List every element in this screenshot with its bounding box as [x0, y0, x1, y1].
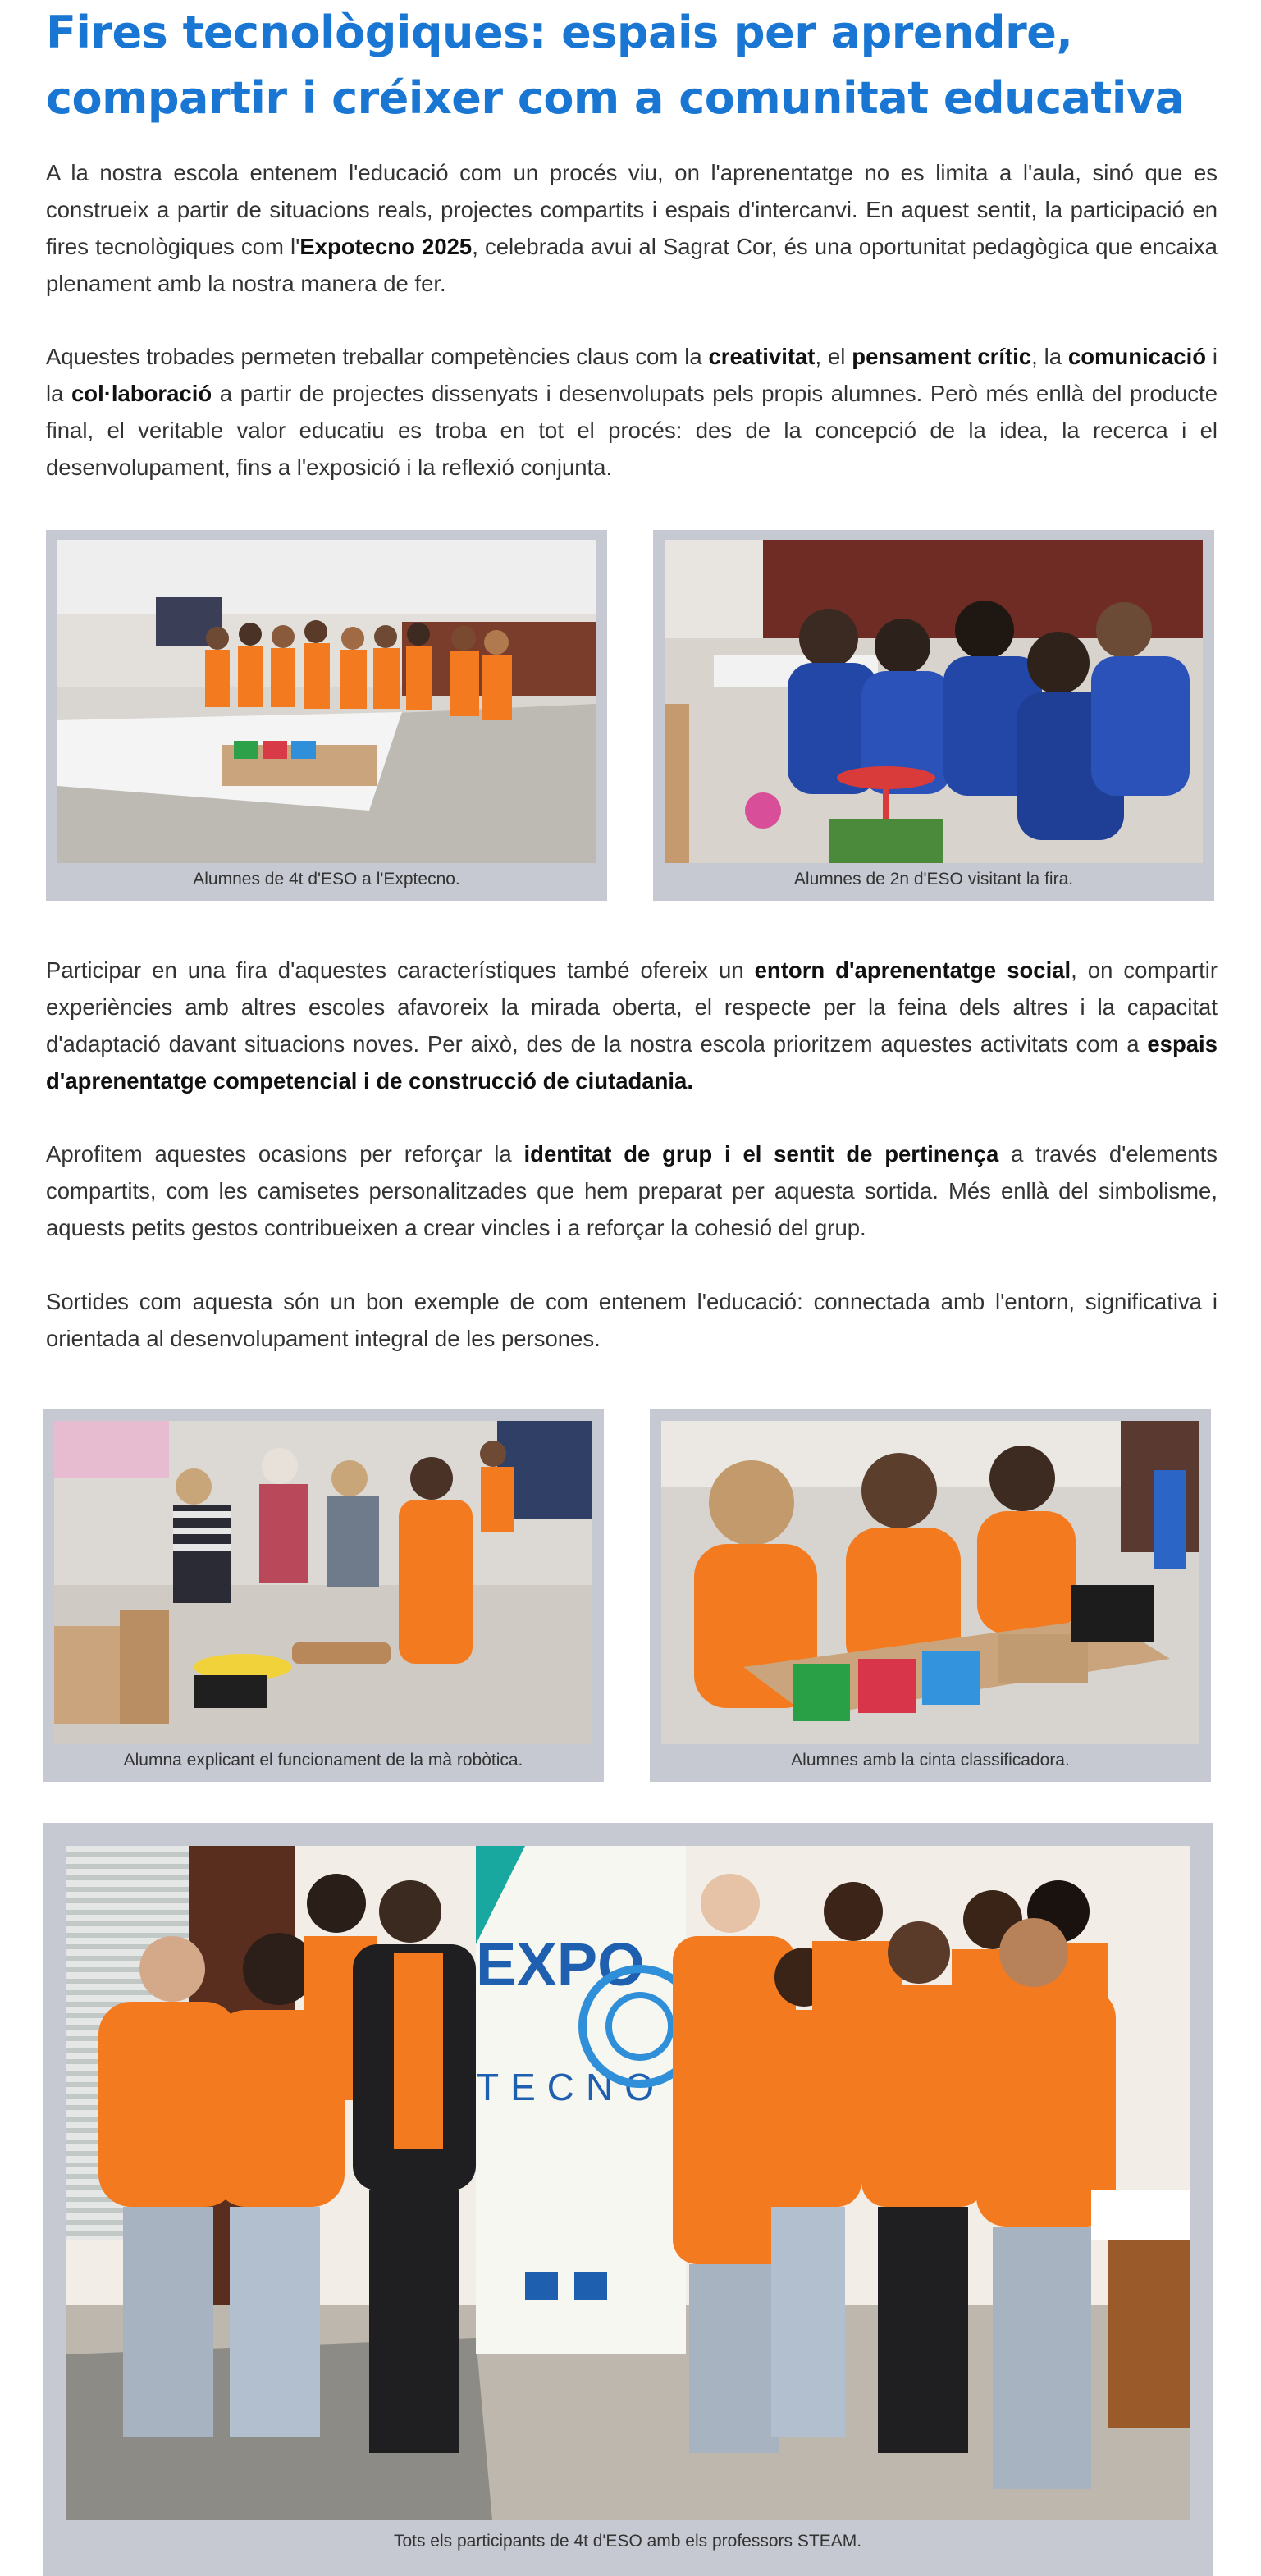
- photo-frame-4: [650, 1409, 1211, 1782]
- paragraph-intro: [46, 154, 1218, 302]
- caption-photo-3: Alumna explicant el funcionament de la mà robòtica.: [123, 1751, 523, 1770]
- caption-photo-2: Alumnes de 2n d'ESO visitant la fira.: [793, 870, 1074, 888]
- article-title: [46, 0, 1227, 131]
- photo-frame-2: [653, 530, 1214, 901]
- paragraph-competencies: [46, 338, 1218, 486]
- caption-photo-4: Alumnes amb la cinta classificadora.: [791, 1751, 1070, 1770]
- banner-tecno-text: TECNO: [476, 2066, 665, 2108]
- p1-bold-expotecno: Expotecno 2025: [299, 234, 473, 259]
- p2-text-e: i la: [46, 344, 1218, 406]
- p4-text-c: a través d'elements compartits, com les camisetes personalitzades que hem preparat per aquesta sortida. Més enllà del simbolisme, aquests petits gestos contribueixen a crear vincles i a reforçar la cohesió del grup.: [46, 1141, 1218, 1240]
- p1-text-c: , celebrada avui al Sagrat Cor, és una oportunitat pedagògica que encaixa plenament amb la nostra manera de fer.: [46, 234, 1218, 296]
- p1-text-a: A la nostra escola entenem l'educació com un procés viu, on l'aprenentatge no es limita a l'aula, sinó que es construeix a partir de situacions reals, projectes compartits i espais d'intercanvi. En aquest sentit, la participació en fires tecnològiques com l': [46, 160, 1218, 259]
- photo-sorting-belt: [661, 1421, 1199, 1744]
- photo-students-2n-eso: [665, 540, 1203, 863]
- p3-text-c: , on compartir experiències amb altres escoles afavoreix la mirada oberta, el respecte per la feina dels altres i la capacitat d'adaptació davant situacions noves. Per això, des de la nostra escola prioritzem aquestes activitats com a: [46, 957, 1218, 1057]
- p4-bold-identitat: identitat de grup i el sentit de pertinença: [523, 1141, 999, 1167]
- p2-bold-pensament: pensament crític: [852, 344, 1032, 369]
- p4-text-a: Aprofitem aquestes ocasions per reforçar la: [46, 1141, 524, 1167]
- p2-text-d: , la: [1031, 344, 1068, 369]
- paragraph-identity: [46, 1135, 1218, 1246]
- paragraph-conclusion: Sortides com aquesta són un bon exemple de com entenem l'educació: connectada amb l'entorn, significativa i orientada al desenvolupament integral de les persones.: [46, 1289, 1218, 1351]
- p2-text-f: a partir de projectes dissenyats i desenvolupats pels propis alumnes. Però més enllà del producte final, el veritable valor educatiu es troba en tot el procés: des de la concepció de la idea, la recerca i el desenvolupament, fins a l'exposició i la reflexió conjunta.: [46, 381, 1218, 480]
- photo-frame-5: [43, 1823, 1213, 2576]
- p2-bold-comunicacio: comunicació: [1067, 344, 1207, 369]
- photo-group-participants: [66, 1846, 1190, 2520]
- paragraph-social: [46, 952, 1218, 1099]
- title-line-1: Fires tecnològiques: espais per aprendre,: [46, 7, 1073, 58]
- p3-text-a: Participar en una fira d'aquestes característiques també ofereix un: [46, 957, 755, 983]
- caption-photo-1: Alumnes de 4t d'ESO a l'Exptecno.: [193, 870, 460, 888]
- photo-frame-3: [43, 1409, 604, 1782]
- p2-text-a: Aquestes trobades permeten treballar competències claus com la: [46, 344, 709, 369]
- p3-bold-entorn: entorn d'aprenentatge social: [754, 957, 1071, 983]
- photo-students-4t-eso: [57, 540, 596, 863]
- p2-bold-collaboracio: col·laboració: [71, 381, 212, 406]
- caption-photo-5: Tots els participants de 4t d'ESO amb els professors STEAM.: [393, 2532, 862, 2551]
- p2-text-c: , el: [815, 344, 852, 369]
- p2-bold-creativitat: creativitat: [708, 344, 816, 369]
- banner-expo-text: EXPO: [476, 1930, 645, 1998]
- title-line-2: compartir i créixer com a comunitat educativa: [46, 72, 1185, 124]
- photo-frame-1: [46, 530, 607, 901]
- photo-robotic-hand: [54, 1421, 592, 1744]
- p3-bold-espais: espais d'aprenentatge competencial i de construcció de ciutadania.: [46, 1031, 1218, 1094]
